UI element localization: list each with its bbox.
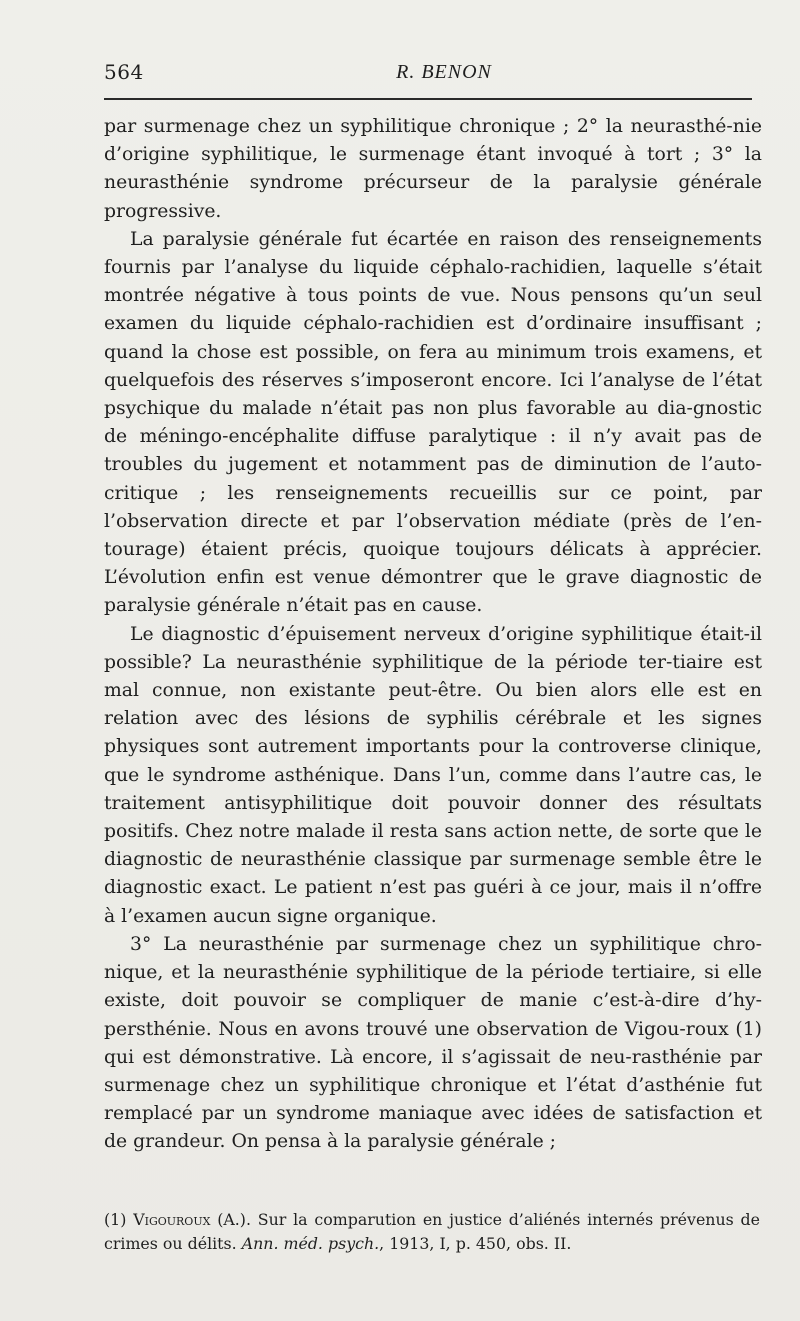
footnote-author-rest: (A.). Sur la comparution en justice d’aliénés internés prévenus de crimes ou délits.	[104, 1210, 760, 1253]
footnote-citation-rest: , 1913, I, p. 450, obs. II.	[379, 1234, 572, 1253]
paragraph-4: 3° La neurasthénie par surmenage chez un syphilitique chro-nique, et la neurasthénie syphilitique de la période tertiaire, si elle existe, doit pouvoir se compliquer de manie c’est-à-dire d’hy-persthénie. Nous en avons trouvé une observation de Vigou-roux (1) qui est démonstrative. Là encore, il s’agissait de neu-rasthénie par surmenage chez un syphilitique chronique et l’état d’asthénie fut remplacé par un syndrome maniaque avec idées de satisfaction et de grandeur. On pensa à la paralysie générale ;	[104, 933, 762, 1153]
page-header	[104, 60, 752, 94]
footnote-author: Vigouroux	[133, 1210, 211, 1229]
footnote-marker: (1)	[104, 1210, 127, 1229]
footnote-journal: Ann. méd. psych.	[241, 1234, 380, 1253]
paragraph-1: par surmenage chez un syphilitique chronique ; 2° la neurasthé-nie d’origine syphilitique, le surmenage étant invoqué à tort ; 3° la neurasthénie syndrome précurseur de la paralysie générale progressive.	[104, 116, 762, 222]
page-number: 564	[104, 60, 144, 84]
header-rule	[104, 98, 752, 100]
paragraph-2: La paralysie générale fut écartée en raison des renseignements fournis par l’analyse du liquide céphalo-rachidien, laquelle s’était montrée négative à tous points de vue. Nous pensons qu’un seul examen du liquide céphalo-rachidien est d’ordinaire insuffisant ; quand la chose est possible, on fera au minimum trois examens, et quelquefois des réserves s’imposeront encore. Ici l’analyse de l’état psychique du malade n’était pas non plus favorable au dia-gnostic de méningo-encéphalite diffuse paralytique : il n’y avait pas de troubles du jugement et notamment pas de diminution de l’auto-critique ; les renseignements recueillis sur ce point, par l’observation directe et par l’observation médiate (près de l’en-tourage) étaient précis, quoique toujours délicats à apprécier. L’évolution enfin est venue démontrer que le grave diagnostic de paralysie générale n’était pas en cause.	[104, 228, 762, 617]
footnote-1	[104, 1208, 760, 1256]
footnote-block	[104, 1208, 760, 1256]
running-head: R. BENON	[396, 61, 492, 83]
main-text	[104, 113, 762, 1157]
paragraph-3: Le diagnostic d’épuisement nerveux d’origine syphilitique était-il possible? La neurasthénie syphilitique de la période ter-tiaire est mal connue, non existante peut-être. Ou bien alors elle est en relation avec des lésions de syphilis cérébrale et les signes physiques sont autrement importants pour la controverse clinique, que le syndrome asthénique. Dans l’un, comme dans l’autre cas, le traitement antisyphilitique doit pouvoir donner des résultats positifs. Chez notre malade il resta sans action nette, de sorte que le diagnostic de neurasthénie classique par surmenage semble être le diagnostic exact. Le patient n’est pas guéri à ce jour, mais il n’offre à l’examen aucun signe organique.	[104, 623, 762, 927]
